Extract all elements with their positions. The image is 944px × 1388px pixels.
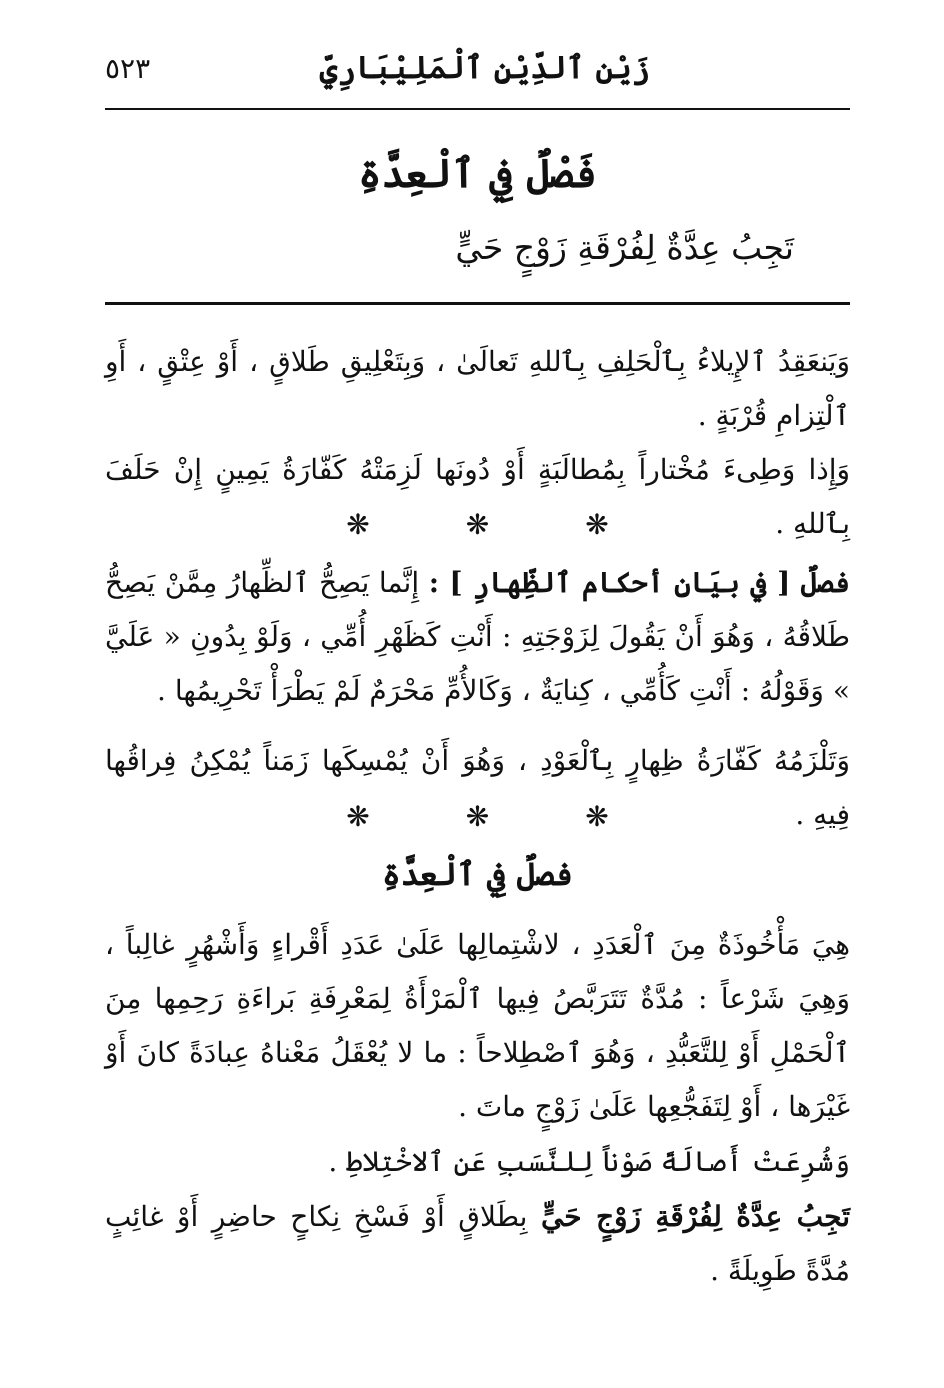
separator-star: ❋ — [465, 508, 490, 541]
separator-star: ❋ — [585, 508, 609, 541]
paragraph-idda-purpose: وَشُرِعَتْ أَصالَةً صَوْناً لِلنَّسَبِ عَنِ ٱلاخْتِلاطِ . — [328, 1145, 850, 1178]
separator-star: ❋ — [465, 800, 490, 833]
paragraph-ila: وَيَنعَقِدُ ٱلإِيلاءُ بِٱلْحَلِفِ بِٱللهِ تَعالَىٰ ، وَبِتَعْلِيقِ طَلاقٍ ، أَوْ عِتْقٍ ، أَوِ ٱلْتِزامِ قُرْبَةٍ . — [105, 345, 850, 432]
separator-star: ❋ — [346, 508, 370, 541]
separator-stars-2 — [105, 800, 850, 833]
section-title: فصلٌ فِي ٱلْعِدَّةِ — [381, 855, 574, 893]
zihar-text: إِنَّما يَصِحُّ ٱلظِّهارُ مِمَّنْ يَصِحُّ طَلاقُهُ ، وَهُوَ أَنْ يَقُولَ لِزَوْجَتِهِ : أَنْتِ كَظَهْرِ أُمِّي ، وَلَوْ بِدُونِ « عَلَيَّ » وَقَوْلُهُ : أَنْتِ كَأُمِّي ، كِنايَةٌ ، وَكَالأُمِّ مَحْرَمٌ لَمْ يَطْرَأْ تَحْرِيمُها . — [105, 566, 850, 707]
paragraph-wati: وَإِذا وَطِىءَ مُخْتاراً بِمُطالَبَةٍ أَوْ دُونَها لَزِمَتْهُ كَفّارَةُ يَمِينٍ إِنْ حَلَفَ بِٱللهِ . — [105, 453, 850, 540]
zihar-heading: فصلٌ [ في بيَانِ أحكام ٱلظِّهارِ ] : — [428, 566, 850, 599]
header-rule — [105, 108, 850, 110]
separator-star: ❋ — [585, 800, 609, 833]
paragraph-kaffara: وَتَلْزَمُهُ كَفّارَةُ ظِهارٍ بِٱلْعَوْدِ ، وَهُوَ أَنْ يُمْسِكَها زَمَناً يُمْكِنُ فِراقُها فِيهِ . — [105, 744, 850, 831]
matn-quote: تَجِبُ عِدَّةٌ لِفُرْقَةِ زَوْجٍ حَيٍّ — [540, 1200, 851, 1233]
separator-stars-1 — [105, 508, 850, 541]
paragraph-idda-definition: هِيَ مَأْخُوذَةٌ مِنَ ٱلْعَدَدِ ، لاشْتِمالِها عَلَىٰ عَدَدِ أَقْراءٍ وَأَشْهُرٍ غالِباً ، وَهِيَ شَرْعاً : مُدَّةٌ تَتَرَبَّصُ فِيها ٱلْمَرْأَةُ لِمَعْرِفَةِ بَراءَةِ رَحِمِها مِنَ ٱلْحَمْلِ أَوْ لِلتَّعَبُّدِ ، وَهُوَ ٱصْطِلاحاً : ما لا يُعْقَلُ مَعْناهُ عِبادَةً كانَ أَوْ غَيْرَها ، أَوْ لِتَفَجُّعِها عَلَىٰ زَوْجٍ ماتَ . — [105, 928, 850, 1123]
page-number: ٥٢٣ — [105, 52, 151, 85]
matn-line: تَجِبُ عِدَّةٌ لِفُرْقَةِ زَوْجٍ حَيٍّ — [455, 228, 794, 267]
paragraph-zihar — [105, 556, 850, 718]
separator-star: ❋ — [346, 800, 370, 833]
paragraph-idda-rule — [105, 1190, 850, 1298]
idda-rule-text: بِطَلاقٍ أَوْ فَسْخِ نِكاحٍ حاضِرٍ أَوْ غائِبٍ مُدَّةً طَوِيلَةً . — [105, 1200, 850, 1287]
page-header — [105, 40, 850, 100]
running-title: زَيْن ٱلدِّيْنِ ٱلْمَلِيْبَارِيِّ — [319, 50, 650, 86]
matn-rule — [105, 302, 850, 305]
chapter-title: فَصْلٌ فِي ٱلْعِدَّةِ — [358, 150, 597, 197]
